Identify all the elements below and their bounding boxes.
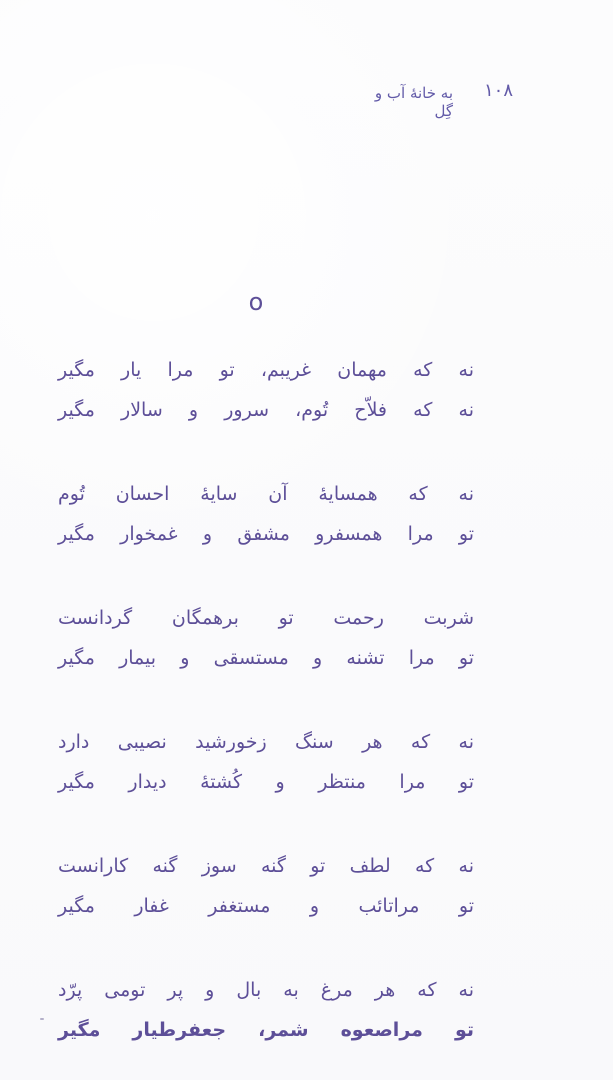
poem-line-2-1: نه که همسایهٔ آن سایهٔ احسان تُوم xyxy=(58,483,474,505)
poem-stanza-6 xyxy=(58,970,474,1050)
poem-line-5-2: تو مراتائب و مستغفر غفار مگیر xyxy=(58,895,474,917)
poem-line-3-1: شربت رحمت تو برهمگان گردانست xyxy=(58,607,474,629)
page-number: ۱۰۸ xyxy=(484,80,514,101)
section-mark: o xyxy=(248,288,264,316)
poem-stanza-5 xyxy=(58,846,474,926)
poem-stanza-4 xyxy=(58,722,474,802)
poem-line-2-2: تو مرا همسفرو مشفق و غمخوار مگیر xyxy=(58,523,474,545)
poem-line-4-2: تو مرا منتظر و کُشتهٔ دیدار مگیر xyxy=(58,771,474,793)
poem-line-1-2: نه که فلاّح تُوم، سرور و سالار مگیر xyxy=(58,399,474,421)
poem-line-6-2: تو مراصعوه شمر، جعفرطیار مگیر xyxy=(58,1019,474,1041)
paper-speck xyxy=(40,1018,44,1020)
poem-line-1-1: نه که مهمان غریبم، تو مرا یار مگیر xyxy=(58,359,474,381)
poem-stanza-2 xyxy=(58,474,474,554)
poem-line-6-1: نه که هر مرغ به بال و پر تومی پرّد xyxy=(58,979,474,1001)
poem-line-3-2: تو مرا تشنه و مستسقی و بیمار مگیر xyxy=(58,647,474,669)
poem-line-5-1: نه که لطف تو گنه سوز گنه کارانست xyxy=(58,855,474,877)
poem-stanza-1 xyxy=(58,350,474,430)
poem xyxy=(58,350,474,1080)
page-header-title: به خانهٔ آب و گِل xyxy=(374,84,453,120)
poem-stanza-3 xyxy=(58,598,474,678)
poem-line-4-1: نه که هر سنگ زخورشید نصیبی دارد xyxy=(58,731,474,753)
